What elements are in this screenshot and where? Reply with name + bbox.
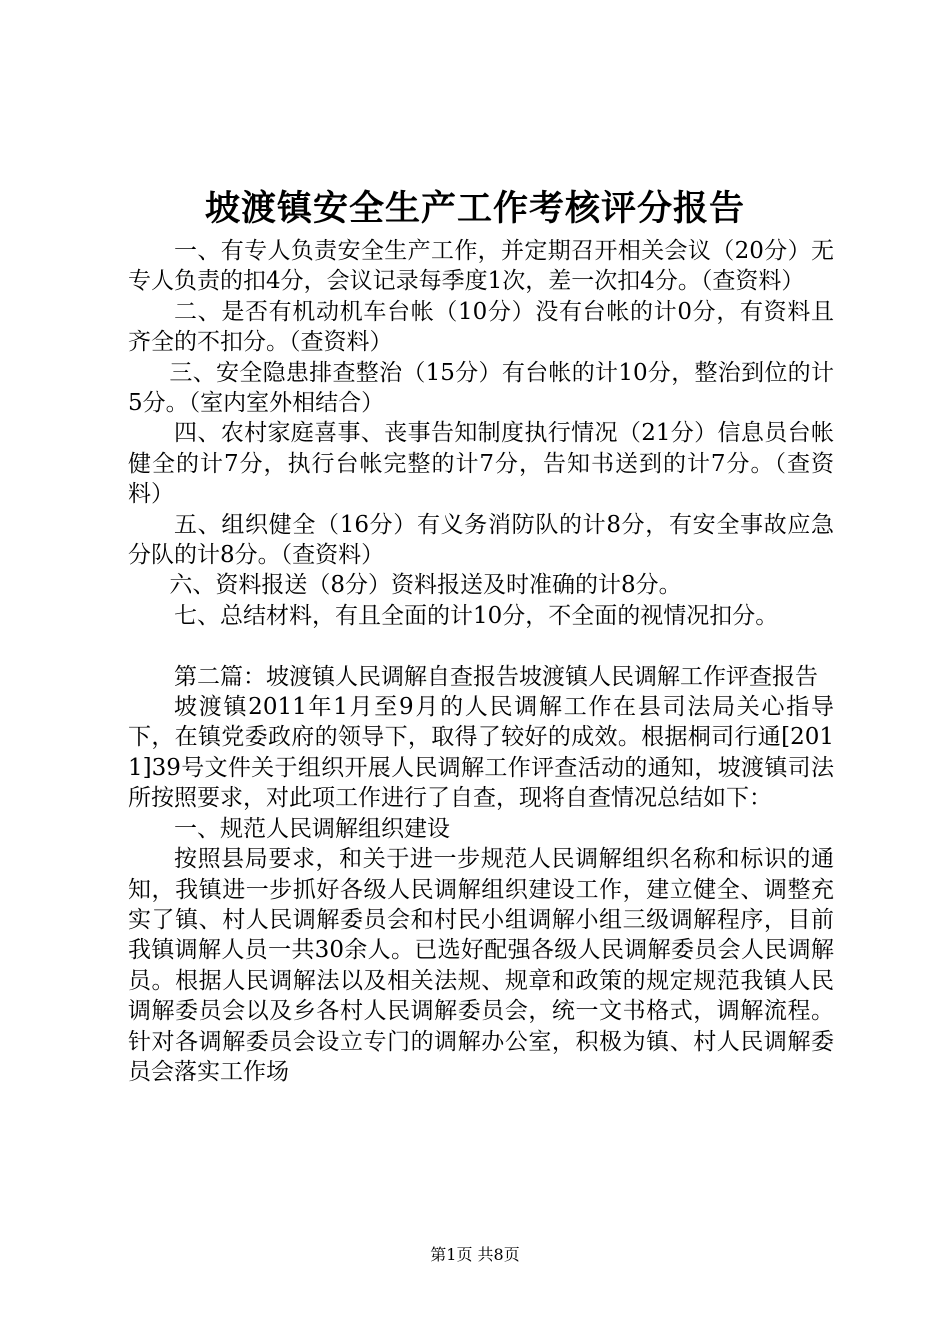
document-body <box>128 236 834 1087</box>
paragraph-2: 二、是否有机动机车台帐（10分）没有台帐的计0分，有资料且齐全的不扣分。（查资料） <box>128 298 834 356</box>
paragraph-3: 三、安全隐患排查整治（15分）有台帐的计10分，整治到位的计5分。（室内室外相结合） <box>128 359 834 417</box>
section-2-paragraph-1: 坡渡镇2011年1月至9月的人民调解工作在县司法局关心指导下，在镇党委政府的领导下，取得了较好的成效。根据桐司行通[2011]39号文件关于组织开展人民调解工作评查活动的通知，坡渡镇司法所按照要求，对此项工作进行了自查，现将自查情况总结如下： <box>128 694 834 812</box>
section-2-heading: 第二篇：坡渡镇人民调解自查报告坡渡镇人民调解工作评查报告 <box>174 663 818 690</box>
page-footer: 第1页 共8页 <box>430 1245 520 1264</box>
section-2-paragraph-2: 按照县局要求，和关于进一步规范人民调解组织名称和标识的通知，我镇进一步抓好各级人民调解组织建设工作，建立健全、调整充实了镇、村人民调解委员会和村民小组调解小组三级调解程序，目前我镇调解人员一共30余人。已选好配强各级人民调解委员会人民调解员。根据人民调解法以及相关法规、规章和政策的规定规范我镇人民调解委员会以及乡各村人民调解委员会，统一文书格式，调解流程。针对各调解委员会设立专门的调解办公室，积极为镇、村人民调解委员会落实工作场 <box>128 846 834 1085</box>
blank-line <box>128 631 834 661</box>
paragraph-6: 六、资料报送（8分）资料报送及时准确的计8分。 <box>169 572 682 599</box>
document-title: 坡渡镇安全生产工作考核评分报告 <box>204 188 745 229</box>
paragraph-1: 一、有专人负责安全生产工作，并定期召开相关会议（20分）无专人负责的扣4分，会议记录每季度1次，差一次扣4分。（查资料） <box>128 238 834 295</box>
paragraph-7: 七、总结材料，有且全面的计10分，不全面的视情况扣分。 <box>174 602 779 629</box>
paragraph-5: 五、组织健全（16分）有义务消防队的计8分，有安全事故应急分队的计8分。（查资料） <box>128 511 834 569</box>
paragraph-4: 四、农村家庭喜事、丧事告知制度执行情况（21分）信息员台帐健全的计7分，执行台帐完整的计7分，告知书送到的计7分。（查资料） <box>128 420 834 508</box>
section-2-subheading: 一、规范人民调解组织建设 <box>174 815 450 842</box>
